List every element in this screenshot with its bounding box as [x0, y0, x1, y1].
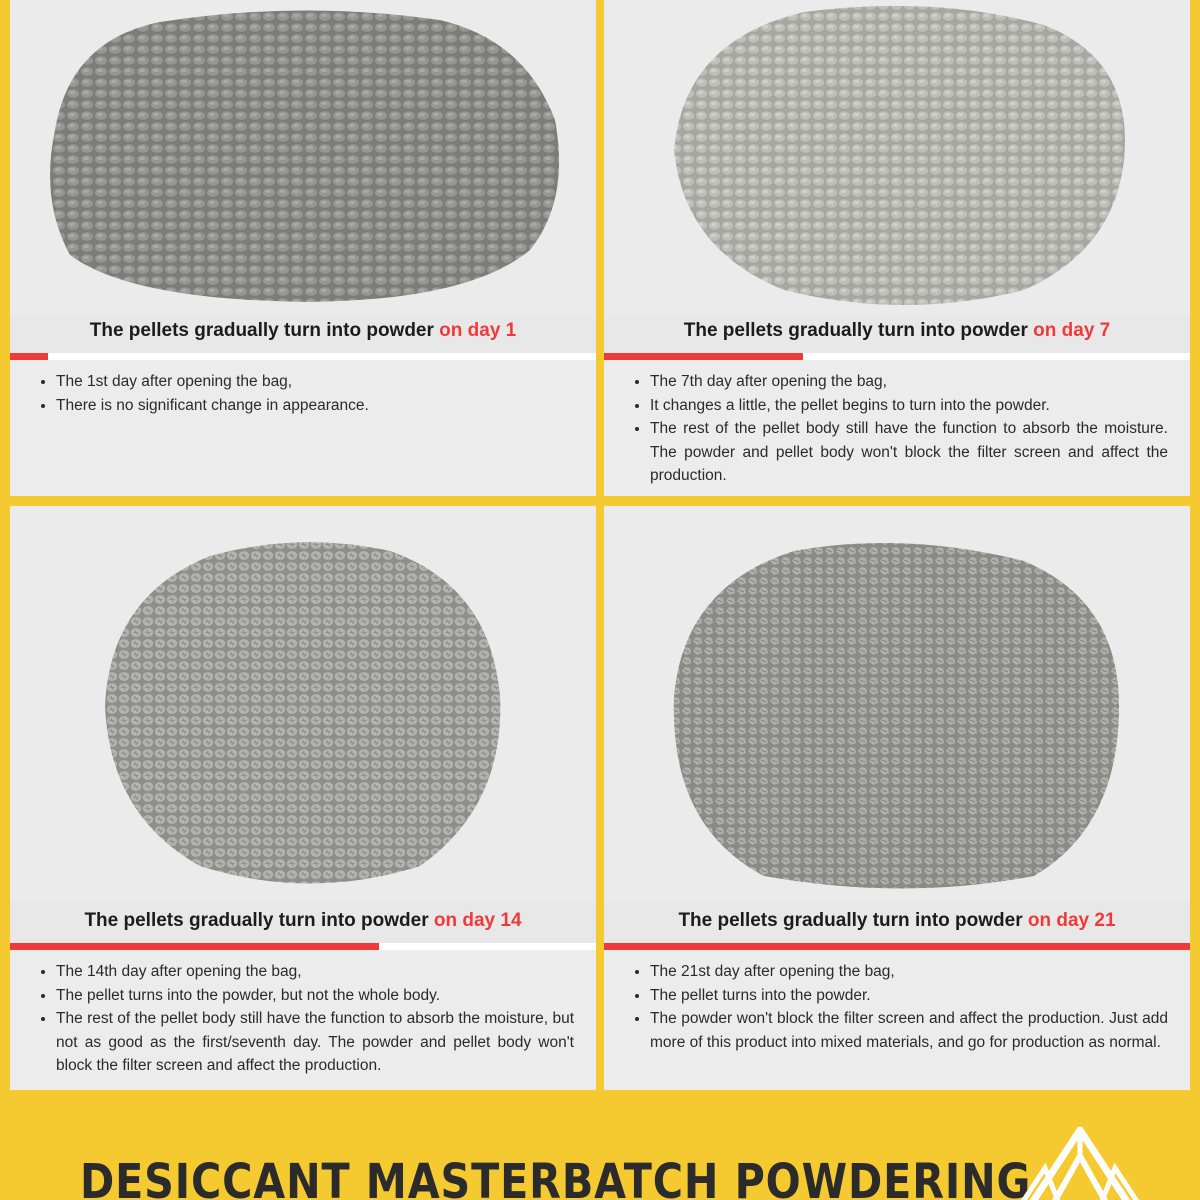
caption-day: on day 14	[433, 910, 522, 931]
panel-description	[604, 950, 1190, 1090]
triangle-logo-icon	[1010, 1126, 1150, 1200]
panel-day-7	[604, 0, 1190, 496]
caption-day: on day 7	[1033, 320, 1111, 341]
panel-day-21	[604, 506, 1190, 1090]
progress-fill	[10, 353, 48, 360]
page-title: DESICCANT MASTERBATCH POWDERING	[80, 1154, 1032, 1200]
bullet-item: • The rest of the pellet body still have the function to absorb the moisture, but not as good as the first/seventh day. The powder and pellet body won't block the filter screen and affect the production.	[56, 1007, 574, 1078]
bullet-item: • The pellet turns into the powder, but not the whole body.	[56, 984, 574, 1008]
panel-caption: The pellets gradually turn into powder on day 7	[683, 320, 1111, 341]
panel-day-14	[10, 506, 596, 1090]
progress-fill	[604, 353, 803, 360]
panel-description	[10, 360, 596, 496]
panel-caption: The pellets gradually turn into powder on day 1	[89, 320, 517, 341]
progress-bar	[604, 943, 1190, 950]
bullet-item: • The pellet turns into the powder.	[650, 984, 1168, 1008]
panel-day-1	[10, 0, 596, 496]
caption-day: on day 1	[439, 320, 517, 341]
panel-description	[604, 360, 1190, 496]
progress-bar	[10, 943, 596, 950]
progress-bar	[604, 353, 1190, 360]
bullet-item: • The 14th day after opening the bag,	[56, 960, 574, 984]
pellet-photo-day-14	[10, 506, 596, 901]
bullet-item: • The rest of the pellet body still have the function to absorb the moisture. The powder and pellet body won't block the filter screen and affect the production.	[650, 417, 1168, 488]
bullet-item: • The 21st day after opening the bag,	[650, 960, 1168, 984]
progress-fill	[10, 943, 379, 950]
bullet-item: • The powder won't block the filter screen and affect the production. Just add more of this product into mixed materials, and go for production as normal.	[650, 1007, 1168, 1054]
bullet-item: • There is no significant change in appearance.	[56, 394, 574, 418]
pellet-photo-day-21	[604, 506, 1190, 901]
pellet-photo-day-7	[604, 0, 1190, 315]
panel-caption: The pellets gradually turn into powder on day 14	[84, 910, 522, 931]
panel-description	[10, 950, 596, 1090]
caption-day: on day 21	[1027, 910, 1116, 931]
pellet-photo-day-1	[10, 0, 596, 315]
bullet-item: • The 7th day after opening the bag,	[650, 370, 1168, 394]
progress-fill	[604, 943, 1190, 950]
footer-banner	[0, 1090, 1200, 1200]
bullet-item: • The 1st day after opening the bag,	[56, 370, 574, 394]
bullet-item: • It changes a little, the pellet begins to turn into the powder.	[650, 394, 1168, 418]
panel-caption: The pellets gradually turn into powder on day 21	[678, 910, 1116, 931]
progress-bar	[10, 353, 596, 360]
